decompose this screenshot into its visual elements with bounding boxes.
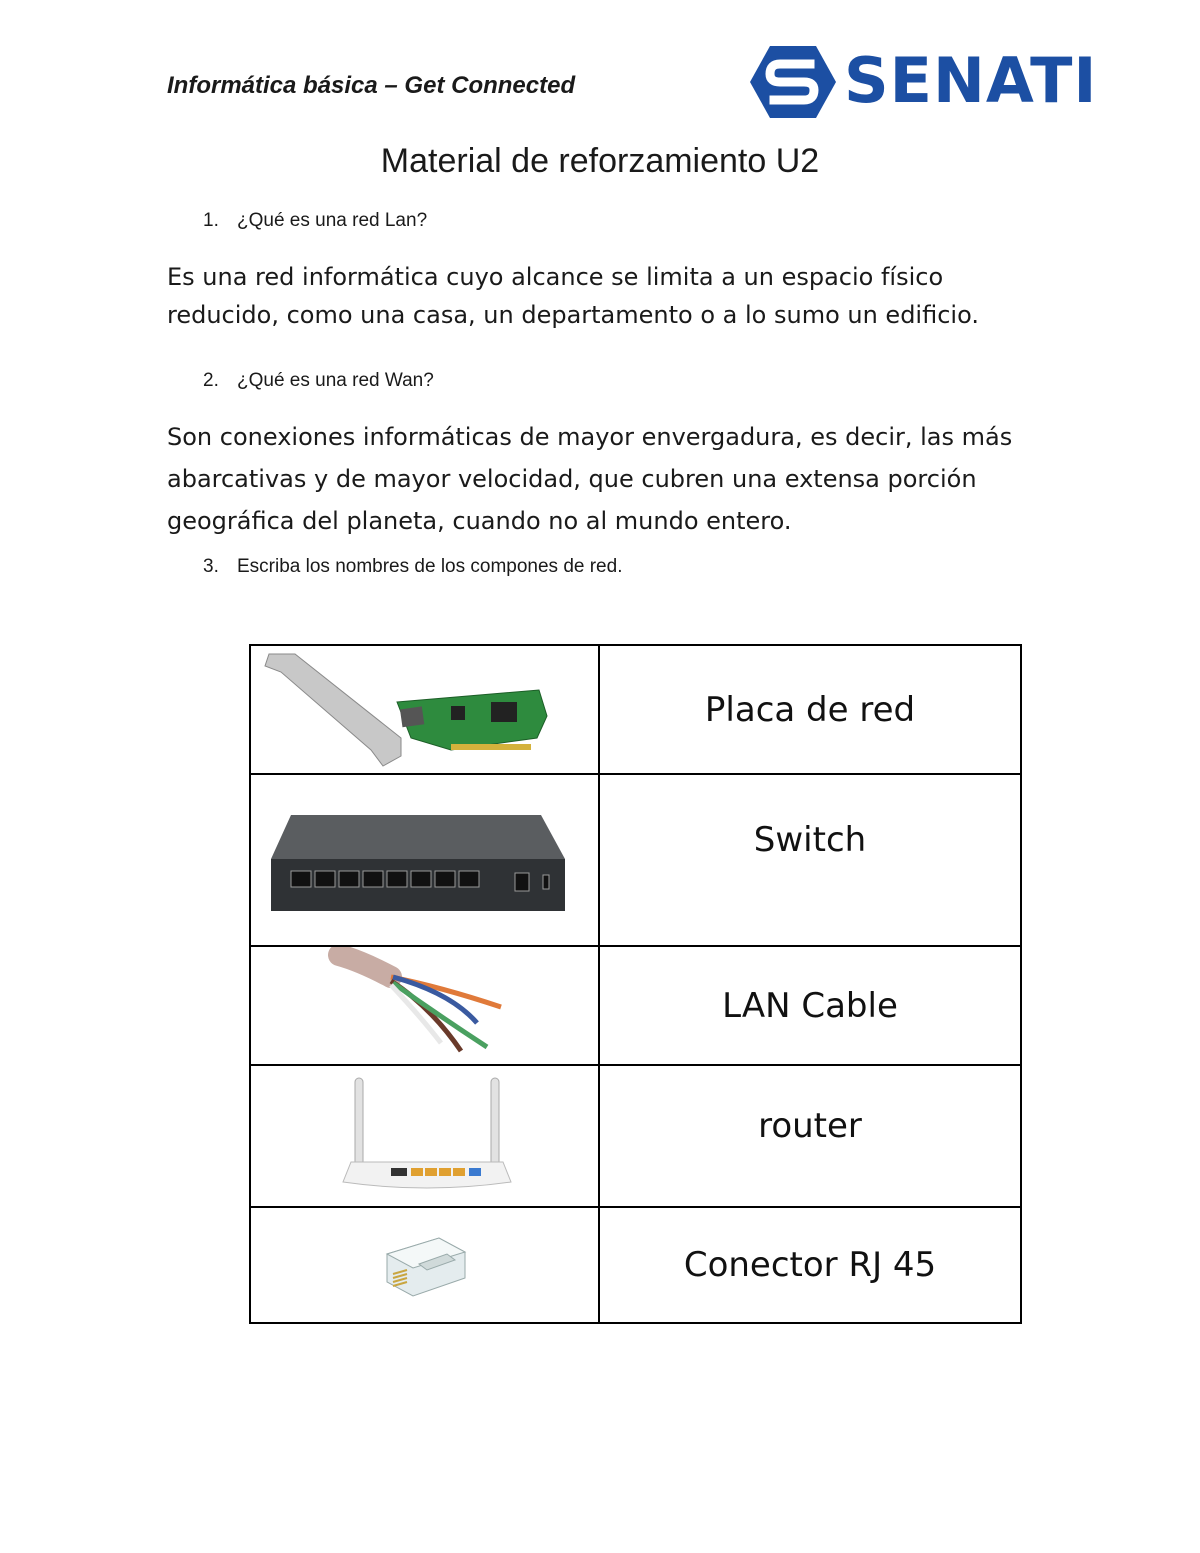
- senati-logo-icon: [748, 42, 838, 122]
- component-name-cell: [599, 645, 1021, 774]
- component-name-cell: [599, 1207, 1021, 1323]
- component-name-cell: [599, 946, 1021, 1065]
- component-name: LAN Cable: [722, 985, 898, 1026]
- question-number: 1.: [203, 210, 219, 231]
- component-name: Switch: [753, 820, 867, 860]
- router-icon: [251, 1066, 598, 1206]
- image-cell: [250, 1065, 599, 1207]
- question-text: Escriba los nombres de los compones de red.: [237, 556, 623, 577]
- component-name-cell: [599, 774, 1021, 946]
- page-title: Material de reforzamiento U2: [380, 142, 820, 180]
- component-name: router: [758, 1106, 862, 1146]
- question-text: ¿Qué es una red Wan?: [237, 370, 434, 391]
- components-table: [249, 644, 1022, 1324]
- table-row: [250, 1207, 1021, 1323]
- component-name-cell: [599, 1065, 1021, 1207]
- question-1: [203, 210, 427, 232]
- question-3: [203, 556, 622, 578]
- question-2: [203, 370, 434, 392]
- image-cell: [250, 946, 599, 1065]
- answer-1: Es una red informática cuyo alcance se limita a un espacio físico reducido, como una casa, un departamento o a lo sumo un edificio.: [167, 263, 979, 329]
- table-row: [250, 1065, 1021, 1207]
- image-cell: [250, 774, 599, 946]
- question-text: ¿Qué es una red Lan?: [237, 210, 428, 231]
- table-row: [250, 645, 1021, 774]
- rj45-connector-icon: [251, 1208, 598, 1322]
- switch-icon: [251, 775, 598, 945]
- answer-2: Son conexiones informáticas de mayor envergadura, es decir, las más abarcativas y de mayor velocidad, que cubren una extensa porción geográfica del planeta, cuando no al mundo entero.: [167, 423, 1013, 535]
- image-cell: [250, 645, 599, 774]
- component-name: Placa de red: [704, 689, 916, 730]
- network-card-icon: [251, 646, 598, 773]
- lan-cable-icon: [251, 947, 598, 1064]
- question-number: 2.: [203, 370, 219, 391]
- table-row: [250, 946, 1021, 1065]
- component-name: Conector RJ 45: [683, 1245, 937, 1285]
- image-cell: [250, 1207, 599, 1323]
- senati-logo: [748, 42, 1098, 122]
- course-header: Informática básica – Get Connected: [167, 72, 576, 99]
- question-number: 3.: [203, 556, 219, 577]
- logo-text: SENATI: [844, 44, 1098, 117]
- table-row: [250, 774, 1021, 946]
